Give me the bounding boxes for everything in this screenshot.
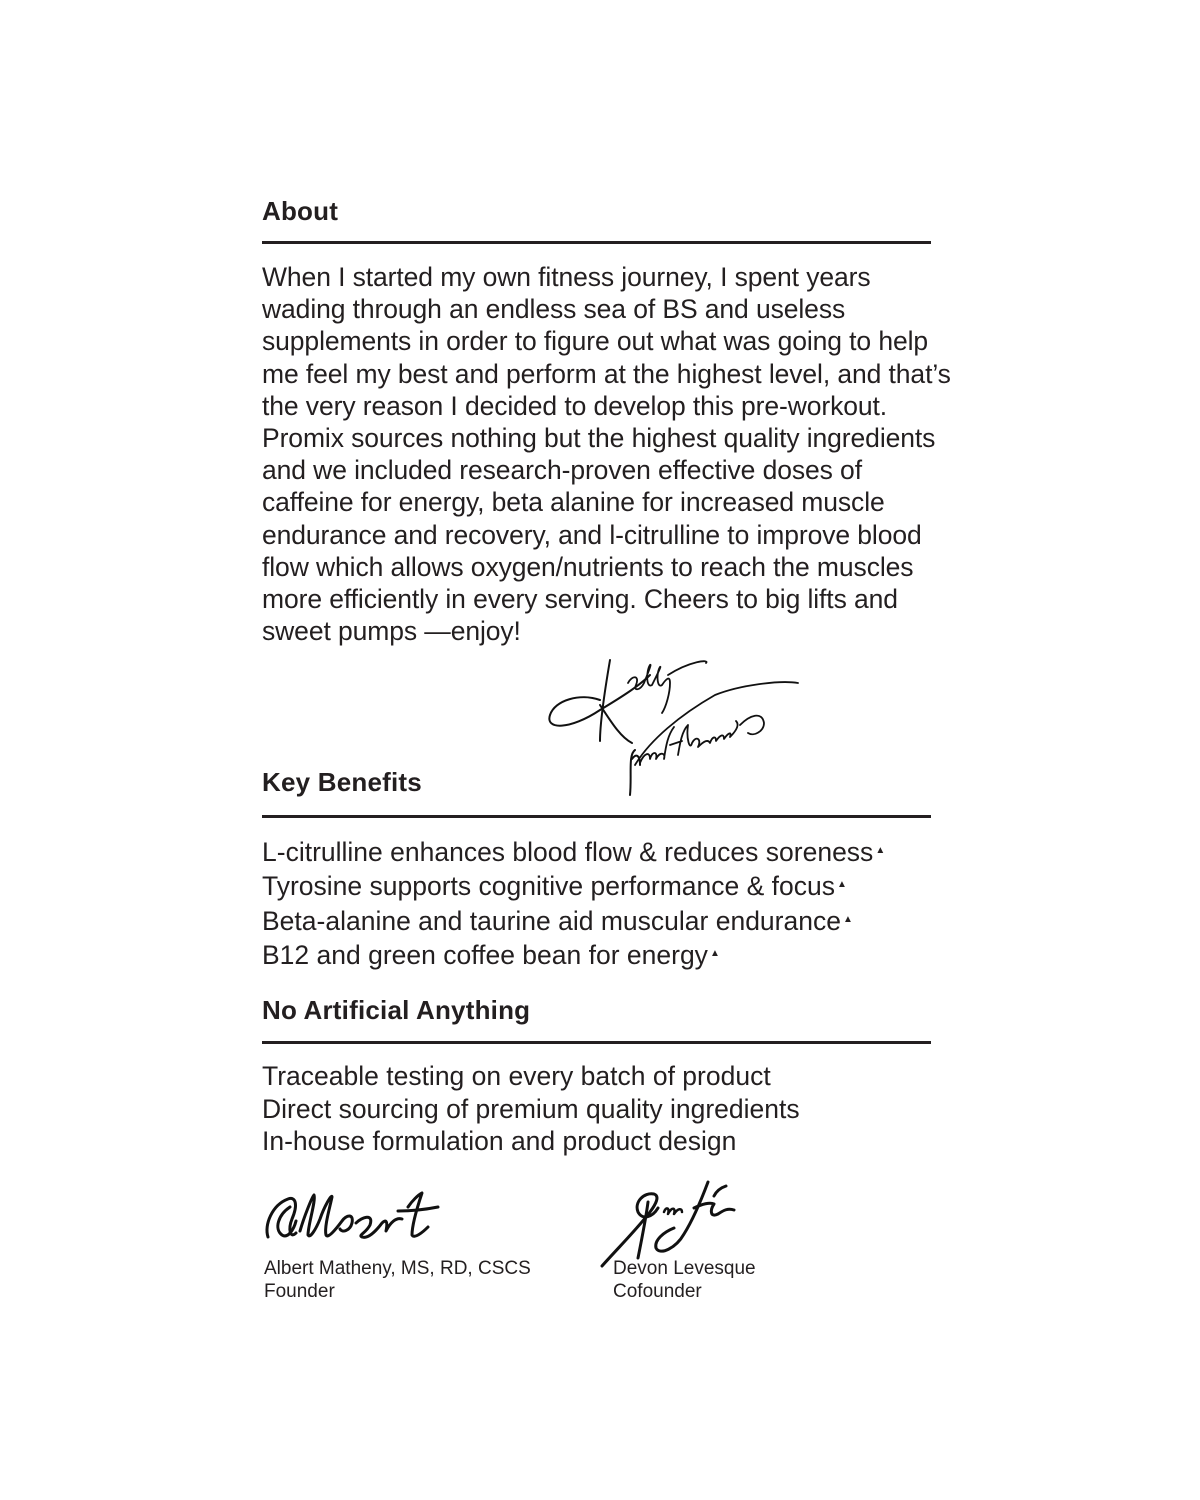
- key-benefits-divider: [262, 815, 931, 818]
- footnote-mark-icon: ▲: [875, 845, 886, 856]
- footnote-mark-icon: ▲: [842, 913, 853, 925]
- list-item: [262, 903, 962, 937]
- benefit-text: Tyrosine supports cognitive performance & focus: [262, 871, 835, 902]
- key-benefits-heading: Key Benefits: [262, 767, 422, 797]
- footnote-mark-icon: ▲: [709, 947, 720, 959]
- list-item: [262, 834, 962, 868]
- no-artificial-heading: No Artificial Anything: [262, 995, 531, 1025]
- albert-name: Albert Matheny, MS, RD, CSCS: [264, 1258, 531, 1279]
- footnote-mark-icon: ▲: [836, 879, 847, 891]
- benefit-text: B12 and green coffee bean for energy: [262, 939, 708, 970]
- list-item: [262, 937, 962, 971]
- list-item: In-house formulation and product design: [262, 1126, 737, 1156]
- benefit-text: L-citrulline enhances blood flow & reduces soreness: [262, 837, 874, 867]
- about-paragraph: When I started my own fitness journey, I spent years wading through an endless sea of BS and useless supplements in order to figure out what was going to help me feel my best and perform at the highest level, and that’s the very reason I decided to develop this pre-workout. Promix sources nothing but the highest quality ingredients and we included research-proven effective doses of caffeine for energy, beta alanine for increased muscle endurance and recovery, and l-citrulline to improve blood flow which allows oxygen/nutrients to reach the muscles more efficiently in every serving. Cheers to big lifts and sweet pumps —enjoy!: [262, 262, 951, 647]
- list-item: Traceable testing on every batch of product: [262, 1061, 771, 1091]
- no-artificial-divider: [262, 1041, 931, 1044]
- about-divider: [262, 241, 931, 244]
- devon-name: Devon Levesque: [613, 1258, 756, 1279]
- no-artificial-list: [262, 1060, 962, 1158]
- key-benefits-list: [262, 834, 962, 971]
- about-heading: About: [262, 196, 339, 226]
- benefit-text: Beta-alanine and taurine aid muscular endurance: [262, 905, 841, 936]
- devon-role: Cofounder: [613, 1281, 702, 1302]
- albert-signature: [262, 1185, 442, 1245]
- albert-role: Founder: [264, 1281, 335, 1302]
- kelly-signature: [540, 655, 810, 810]
- list-item: [262, 868, 962, 902]
- list-item: Direct sourcing of premium quality ingredients: [262, 1093, 800, 1124]
